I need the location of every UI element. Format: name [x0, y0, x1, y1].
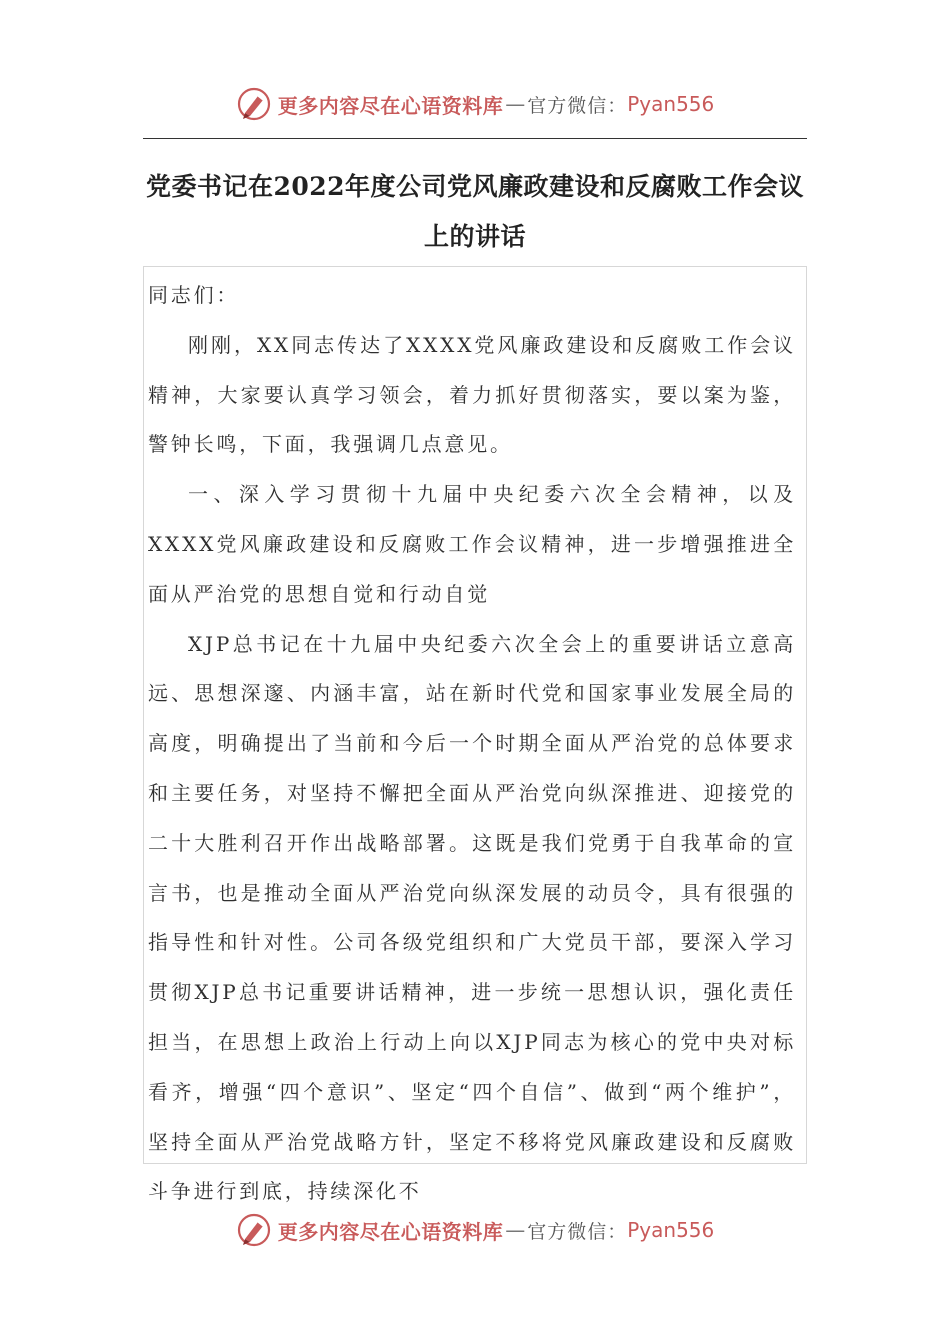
banner-dash: — [505, 1218, 526, 1242]
document-body [148, 271, 796, 1217]
banner-wechat-id: Pyan556 [627, 92, 715, 116]
pen-nib-logo-icon [236, 1212, 272, 1248]
pen-nib-logo-icon [236, 86, 272, 122]
paragraph: 刚刚，XX同志传达了XXXX党风廉政建设和反腐败工作会议精神，大家要认真学习领会，着力抓好贯彻落实，要以案为鉴，警钟长鸣，下面，我强调几点意见。 [148, 332, 796, 457]
section-heading: 一、深入学习贯彻十九届中央纪委六次全会精神，以及XXXX党风廉政建设和反腐败工作会议精神，进一步增强推进全面从严治党的思想自觉和行动自觉 [148, 482, 796, 606]
document-title: 党委书记在2022年度公司党风廉政建设和反腐败工作会议上的讲话 [145, 172, 805, 251]
footer-banner [0, 1208, 950, 1252]
banner-dash: — [505, 92, 526, 116]
salutation: 同志们： [148, 283, 240, 307]
banner-wechat-label: 官方微信： [527, 1220, 628, 1243]
header-banner [0, 82, 950, 126]
banner-wechat-id: Pyan556 [627, 1218, 715, 1242]
paragraph: XJP总书记在十九届中央纪委六次全会上的重要讲话立意高远、思想深邃、内涵丰富，站在新时代党和国家事业发展全局的高度，明确提出了当前和今后一个时期全面从严治党的总体要求和主要任务，对坚持不懈把全面从严治党向纵深推进、迎接党的二十大胜利召开作出战略部署。这既是我们党勇于自我革命的宣言书，也是推动全面从严治党向纵深发展的动员令，具有很强的指导性和针对性。公司各级党组织和广大党员干部，要深入学习贯彻XJP总书记重要讲话精神，进一步统一思想认识，强化责任担当，在思想上政治上行动上向以XJP同志为核心的党中央对标看齐，增强“四个意识”、坚定“四个自信”、做到“两个维护”，坚持全面从严治党战略方针，坚定不移将党风廉政建设和反腐败斗争进行到底，持续深化不 [148, 631, 796, 1204]
banner-main-text: 更多内容尽在心语资料库 [277, 93, 504, 118]
banner-wechat-label: 官方微信： [527, 94, 628, 117]
banner-main-text: 更多内容尽在心语资料库 [277, 1219, 504, 1244]
header-divider [143, 138, 807, 139]
